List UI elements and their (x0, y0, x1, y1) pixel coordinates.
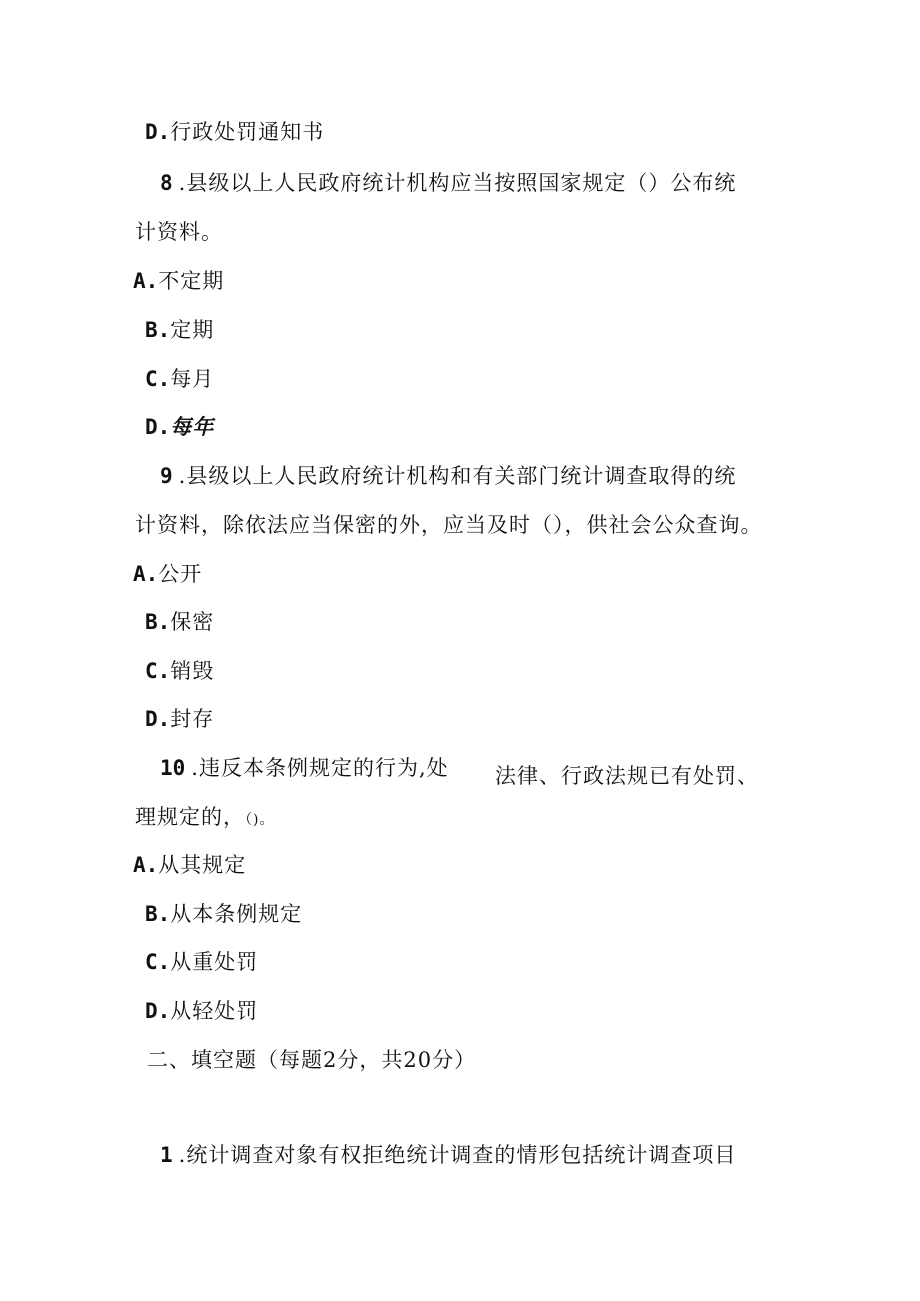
question-number: 9 (160, 464, 173, 488)
question-text: .统计调查对象有权拒绝统计调查的情形包括统计调查项目 (178, 1143, 737, 1167)
option-letter: D. (145, 707, 171, 731)
option-letter: B. (145, 902, 171, 926)
option-letter: D. (145, 415, 171, 439)
option-text: 定期 (170, 318, 215, 342)
blank-parenthesis: （)。 (245, 812, 275, 828)
question-text: 理规定的， (135, 805, 245, 829)
q10-stem-line1-part2: 法律、行政法规已有处罚、 (495, 764, 759, 788)
option-text: 封存 (170, 707, 215, 731)
option-text: 保密 (170, 610, 215, 634)
question-number: 10 (160, 756, 186, 780)
question-text: .县级以上人民政府统计机构和有关部门统计调查取得的统 (178, 464, 737, 488)
q9-option-d (145, 705, 214, 733)
option-text: 行政处罚通知书 (170, 120, 325, 144)
option-text: 销毁 (170, 659, 215, 683)
q9-option-a (133, 560, 202, 588)
q8-option-b (145, 316, 214, 344)
q8-stem-line2: 计资料。 (135, 220, 223, 244)
q10-stem-line2 (135, 803, 274, 834)
question-text: .县级以上人民政府统计机构应当按照国家规定（）公布统 (178, 171, 737, 195)
option-letter: C. (145, 950, 171, 974)
q7-option-d (145, 118, 324, 146)
option-letter: B. (145, 318, 171, 342)
q10-option-b (145, 900, 302, 928)
q9-option-c (145, 657, 214, 685)
question-text: .违反本条例规定的行为,处 (191, 756, 449, 780)
option-text: 从轻处罚 (170, 999, 259, 1023)
q8-option-c (145, 365, 214, 393)
option-letter: D. (145, 120, 171, 144)
option-letter: D. (145, 999, 171, 1023)
q8-option-a (133, 267, 224, 295)
option-text: 从其规定 (158, 853, 247, 877)
option-text: 不定期 (158, 269, 225, 293)
fill1-stem-line1 (160, 1141, 736, 1169)
question-number: 8 (160, 171, 173, 195)
q10-option-c (145, 948, 258, 976)
q8-stem-line1 (160, 169, 736, 197)
q10-stem-line1-part1 (160, 754, 449, 782)
section-heading-fill-in: 二、填空题（每题2分，共20分） (147, 1048, 477, 1072)
q10-option-a (133, 851, 246, 879)
option-text: 每月 (170, 367, 215, 391)
option-letter: A. (133, 562, 159, 586)
q9-option-b (145, 608, 214, 636)
option-letter: B. (145, 610, 171, 634)
question-number: 1 (160, 1143, 173, 1167)
q10-option-d (145, 997, 258, 1025)
option-text: 公开 (158, 562, 203, 586)
option-letter: A. (133, 853, 159, 877)
option-text: 从重处罚 (170, 950, 259, 974)
q9-stem-line1 (160, 462, 736, 490)
q8-option-d (145, 413, 214, 441)
q9-stem-line2: 计资料，除依法应当保密的外，应当及时（），供社会公众查询。 (135, 513, 763, 537)
option-letter: C. (145, 367, 171, 391)
option-text: 从本条例规定 (170, 902, 303, 926)
option-letter: C. (145, 659, 171, 683)
option-letter: A. (133, 269, 159, 293)
option-text: 每年 (170, 414, 215, 439)
